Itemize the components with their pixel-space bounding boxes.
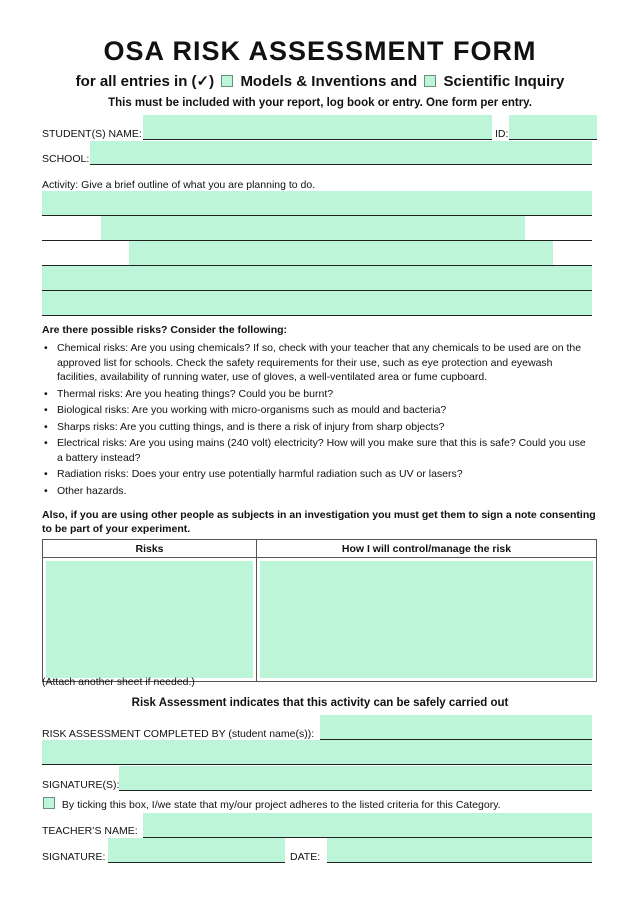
signoff-heading: Risk Assessment indicates that this activity can be safely carried out <box>131 697 509 709</box>
date-label: DATE: <box>290 851 321 863</box>
student-signature-rule <box>119 790 592 791</box>
risk-item-electrical: • Electrical risks: Are you using mains (240 volt) electricity? How will you make sure that this is safe? Could you use a battery instead? <box>42 436 592 465</box>
activity-label: Activity: Give a brief outline of what you are planning to do. <box>42 179 316 191</box>
activity-line-1[interactable] <box>42 191 592 215</box>
teacher-name-field[interactable] <box>143 813 592 837</box>
teacher-signature-rule <box>108 862 285 863</box>
student-signature-field[interactable] <box>119 766 592 790</box>
risk-table <box>42 539 597 682</box>
teacher-signature-field[interactable] <box>108 838 285 862</box>
risk-table-header-risks: Risks <box>43 540 257 558</box>
school-label: SCHOOL: <box>42 153 90 165</box>
category-scientific-label: Scientific Inquiry <box>443 73 565 90</box>
date-rule <box>327 862 592 863</box>
teacher-name-label: TEACHER’S NAME: <box>42 825 138 837</box>
risk-table-container <box>42 539 597 682</box>
completed-by-field-2[interactable] <box>42 740 592 764</box>
subtitle-prefix: for all entries in (✓) <box>75 73 215 90</box>
activity-line-3[interactable] <box>129 241 553 265</box>
school-field[interactable] <box>90 141 592 164</box>
risk-item-biological: • Biological risks: Are you working with micro-organisms such as mould and bacteria? <box>42 403 592 418</box>
completed-by-rule-2 <box>42 764 592 765</box>
risks-heading: Are there possible risks? Consider the following: <box>42 324 288 336</box>
form-note: This must be included with your report, log book or entry. One form per entry. <box>108 97 532 109</box>
student-signature-label: SIGNATURE(S): <box>42 779 120 791</box>
risk-item-other: • Other hazards. <box>42 484 592 499</box>
date-field[interactable] <box>327 838 592 862</box>
student-names-field[interactable] <box>143 115 492 139</box>
category-models-label: Models & Inventions and <box>240 73 418 90</box>
activity-rule-5 <box>42 315 592 316</box>
school-rule <box>90 164 592 165</box>
activity-line-4[interactable] <box>42 266 592 290</box>
category-checkbox-models[interactable] <box>221 75 233 87</box>
risk-table-header-control: How I will control/manage the risk <box>257 540 597 558</box>
student-names-rule <box>143 139 492 140</box>
activity-line-5[interactable] <box>42 291 592 315</box>
criteria-row <box>42 797 501 811</box>
risk-item-thermal: • Thermal risks: Are you heating things? Could you be burnt? <box>42 387 592 402</box>
teacher-signature-label: SIGNATURE: <box>42 851 106 863</box>
category-checkbox-scientific[interactable] <box>424 75 436 87</box>
id-rule <box>509 139 597 140</box>
risk-table-cell-risks[interactable] <box>43 558 257 682</box>
attach-note: (Attach another sheet if needed.) <box>42 676 195 688</box>
criteria-checkbox[interactable] <box>43 797 55 809</box>
student-names-label: STUDENT(S) NAME: <box>42 128 142 140</box>
risk-item-radiation: • Radiation risks: Does your entry use potentially harmful radiation such as UV or lasers? <box>42 467 592 482</box>
risks-list-container <box>42 341 592 500</box>
id-label: ID: <box>495 128 509 140</box>
id-field[interactable] <box>509 115 597 139</box>
form-title: OSA RISK ASSESSMENT FORM <box>103 36 537 66</box>
risks-list <box>42 341 592 498</box>
completed-by-label: RISK ASSESSMENT COMPLETED BY (student name(s)): <box>42 728 315 740</box>
risk-item-chemical: • Chemical risks: Are you using chemicals? If so, check with your teacher that any chemicals to be used are on the approved list for schools. Check the safety requirements for their use, such as eye protection and eyewash facilities, availability of running water, use of gloves, a well-ventilated area or fume cupboard. <box>42 341 592 385</box>
form-subtitle <box>0 72 640 90</box>
risks-input-area[interactable] <box>46 561 253 678</box>
activity-line-2[interactable] <box>101 216 525 240</box>
criteria-statement: By ticking this box, I/we state that my/our project adheres to the listed criteria for this Category. <box>61 799 501 811</box>
completed-by-field[interactable] <box>320 715 592 739</box>
subjects-note: Also, if you are using other people as subjects in an investigation you must get them to sign a note consenting to be part of your experiment. <box>42 509 596 535</box>
control-input-area[interactable] <box>260 561 593 678</box>
risk-table-cell-control[interactable] <box>257 558 597 682</box>
risk-item-sharps: • Sharps risks: Are you cutting things, and is there a risk of injury from sharp objects? <box>42 420 592 435</box>
